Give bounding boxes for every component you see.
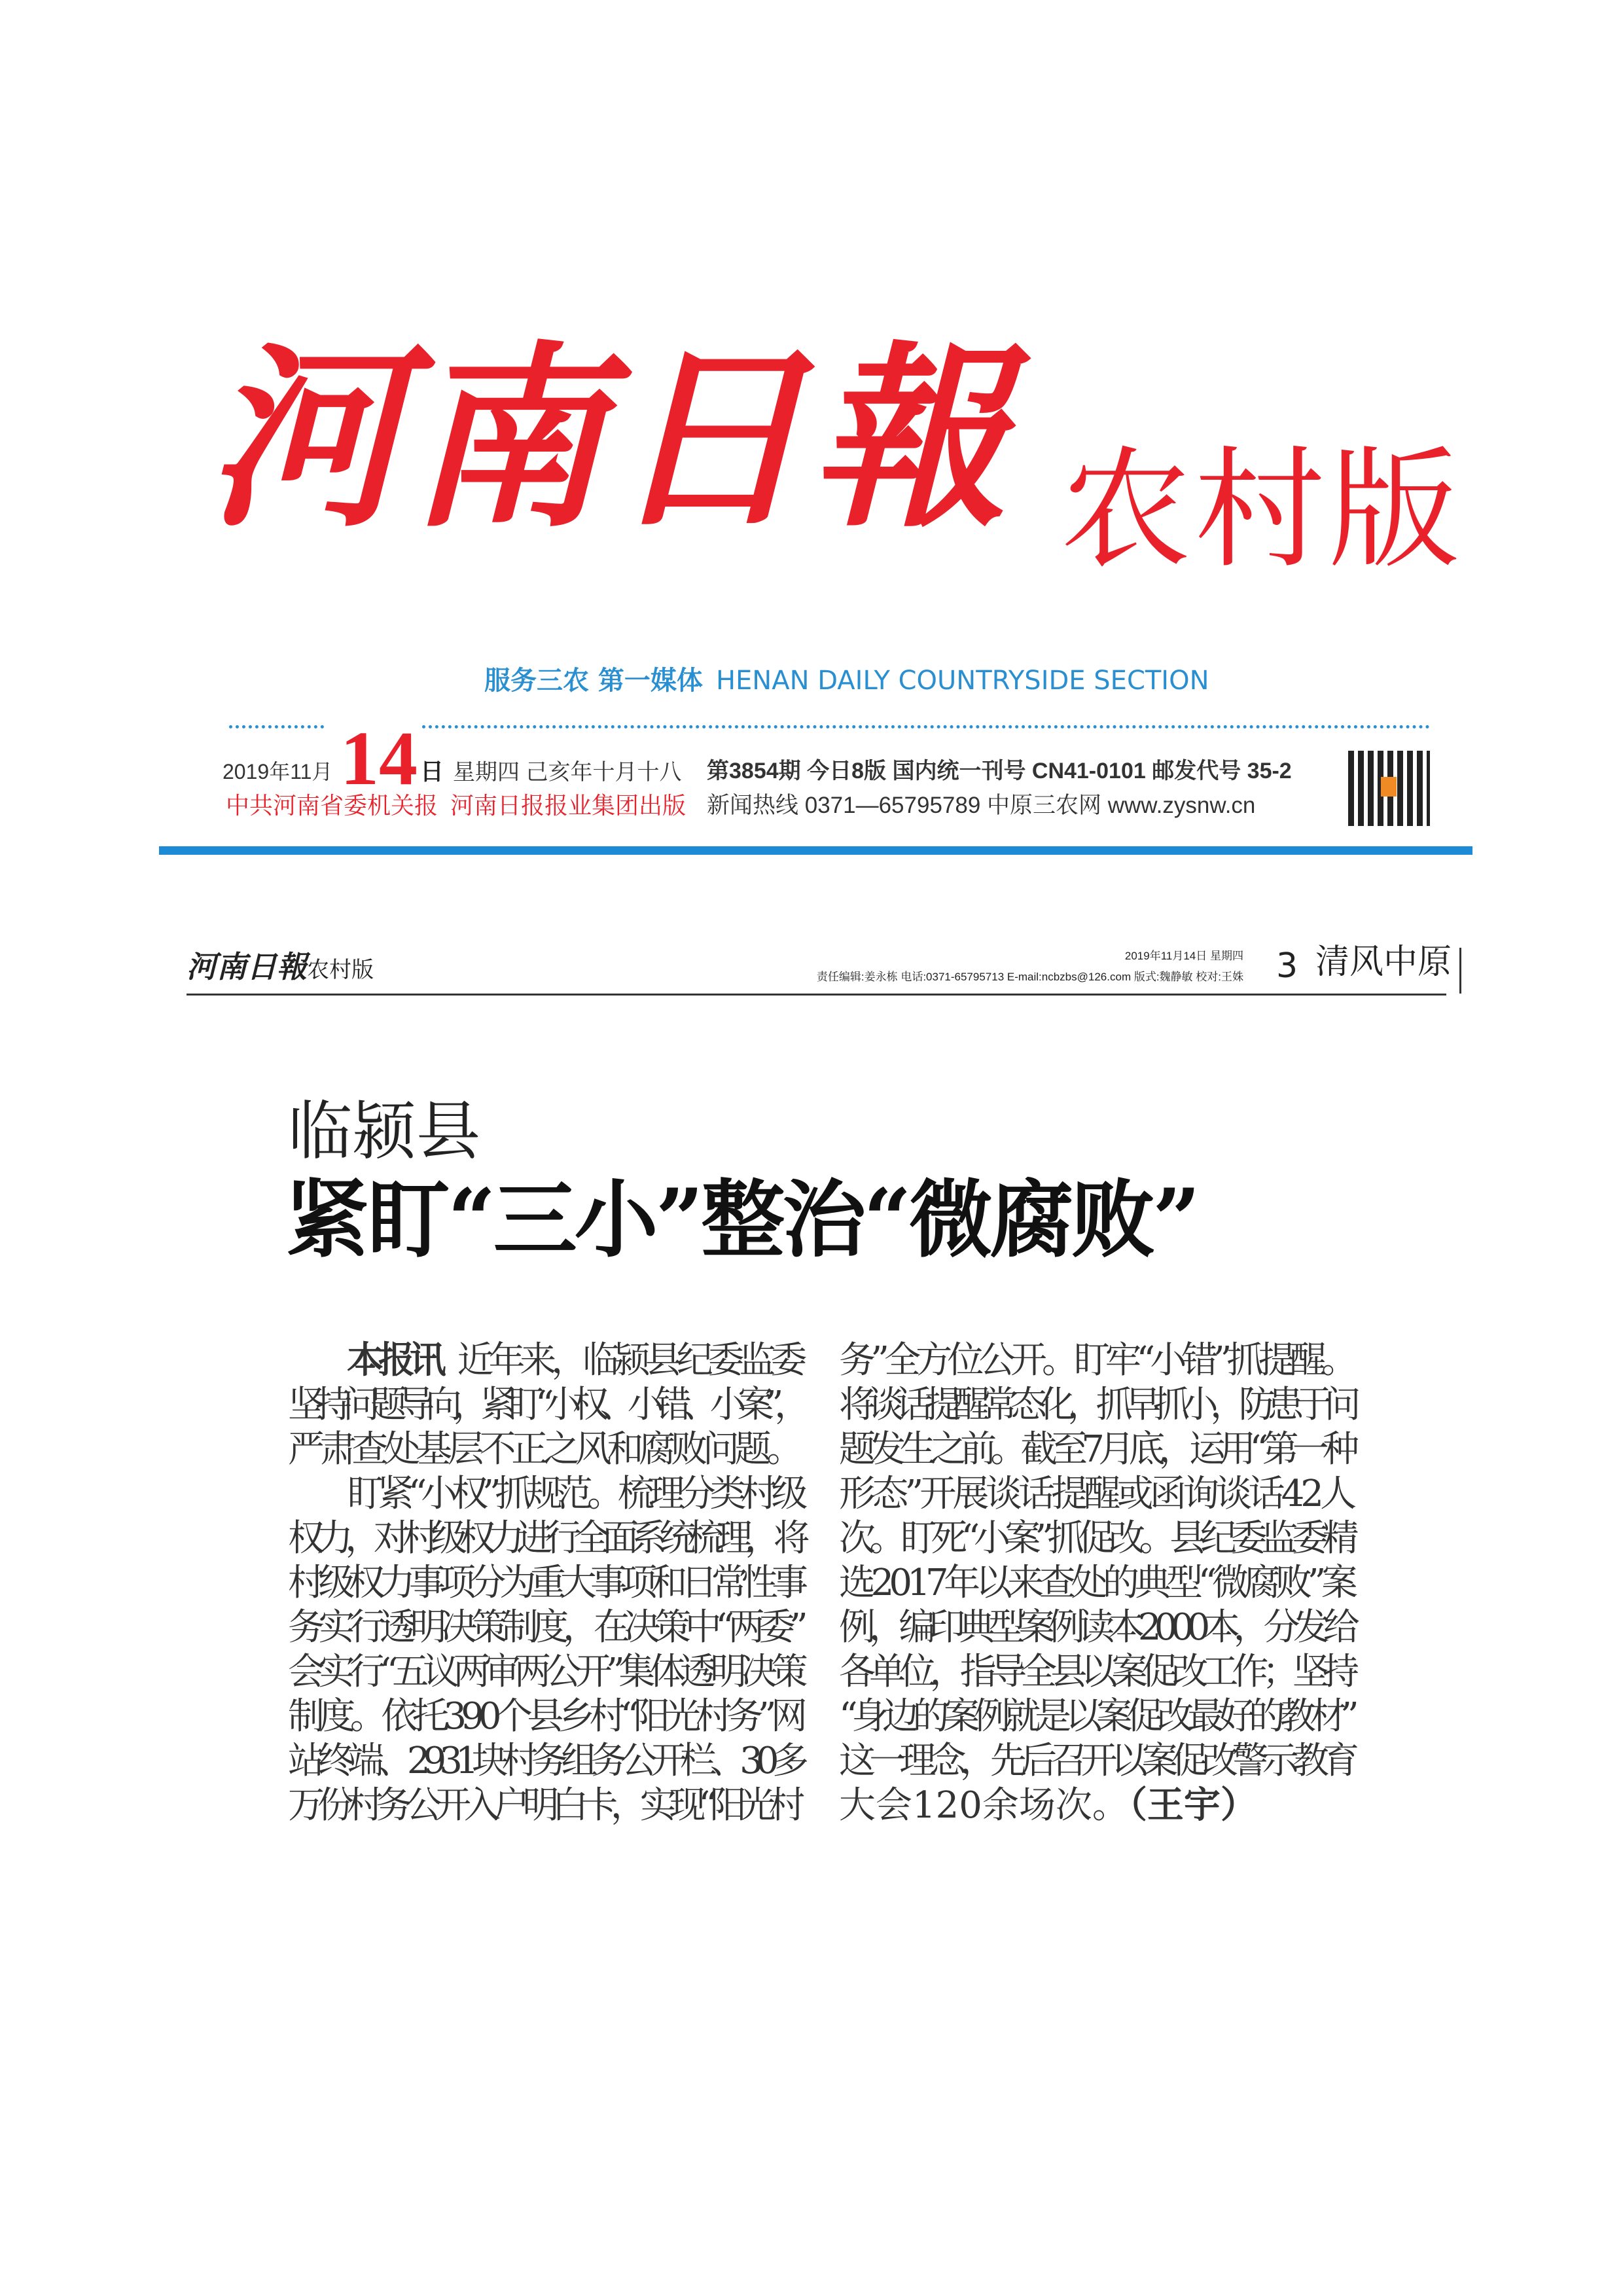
article-line-text: “身边的案例就是以案促改最好的教材”: [839, 1695, 1353, 1738]
article-line: [839, 1605, 1353, 1650]
organ-label: 中共河南省委机关报: [226, 793, 438, 819]
article-column-2: [839, 1338, 1353, 1828]
article-line: [839, 1650, 1353, 1695]
article-line: [288, 1383, 802, 1427]
page-header-logo: [187, 950, 374, 984]
article-line-text: 万份村务公开入户明白卡，实现“阳光村: [288, 1784, 798, 1827]
article-line-text: 这一理念，先后召开以案促改警示教育: [839, 1740, 1353, 1782]
slogan-en: HENAN DAILY COUNTRYSIDE SECTION: [715, 666, 1209, 696]
slogan-cn: 服务三农 第一媒体: [484, 666, 703, 696]
article-line: [839, 1784, 1353, 1828]
article-line: [839, 1383, 1353, 1427]
page-number: 3: [1276, 946, 1298, 986]
article-line: [288, 1650, 802, 1695]
article-headline: 紧盯“三小”整治“微腐败”: [285, 1171, 1198, 1269]
article-line-text: 形态”开展谈话提醒或函询谈话42人: [839, 1473, 1353, 1515]
article-line: [288, 1605, 802, 1650]
article-line-text: 盯紧“小权”抓规范。梳理分类村级: [347, 1473, 802, 1515]
article-line-text: 严肃查处基层不正之风和腐败问题。: [288, 1428, 799, 1471]
article-kicker: 临颍县: [288, 1094, 481, 1169]
day-number: 14: [340, 715, 418, 801]
article-line-text: 例，编印典型案例读本2000本，分发给: [839, 1606, 1353, 1649]
article-line: [839, 1516, 1353, 1561]
article-line: [288, 1784, 802, 1828]
issue-info: 第3854期 今日8版 国内统一刊号 CN41-0101 邮发代号 35-2: [707, 759, 1292, 783]
article-line: [288, 1739, 802, 1784]
article-line-text: 权力，对村级权力进行全面系统梳理，将: [288, 1517, 802, 1560]
article-line-text: 次。盯死“小案”抓促改。县纪委监委精: [839, 1517, 1353, 1560]
article-line: [839, 1561, 1353, 1605]
article-line: [288, 1427, 802, 1472]
page-header-corner: [1459, 948, 1461, 994]
hotline-info: 新闻热线 0371—65795789 中原三农网 www.zysnw.cn: [707, 793, 1256, 818]
article-line-text: 坚持问题导向，紧盯“小权、小错、小案”，: [288, 1384, 802, 1426]
logo-suffix: 农村版: [307, 957, 374, 983]
article-line-text: 题发生之前。截至7月底，运用“第一种: [839, 1428, 1353, 1471]
article-line-text: 选2017年以来查处的典型“微腐败”案: [839, 1562, 1353, 1604]
article-line: [839, 1695, 1353, 1739]
publisher-label: 河南日报报业集团出版: [450, 793, 687, 819]
article-line-text: 制度。依托390个县乡村“阳光村务”网: [288, 1695, 802, 1738]
masthead-logo: 河南日報: [206, 323, 1012, 554]
masthead-divider: [159, 846, 1472, 855]
article-line-text: 大会120余场次。: [839, 1784, 1129, 1827]
article-line: [839, 1427, 1353, 1472]
article-line: [839, 1739, 1353, 1784]
article-line: [839, 1472, 1353, 1516]
article-line-text: 近年来，临颍县纪委监委: [457, 1339, 802, 1382]
page-credits: 责任编辑:姜永栋 电话:0371-65795713 E-mail:ncbzbs@126.com 版式:魏静敏 校对:王姝: [816, 971, 1243, 983]
article-line-text: 务实行透明决策制度，在决策中“两委”: [288, 1606, 802, 1649]
day-suffix: 日: [420, 759, 444, 785]
article-line-text: 会实行“五议两审两公开”集体透明决策: [288, 1651, 802, 1693]
article-line-text: 务”全方位公开。盯牢“小错”抓提醒。: [839, 1339, 1353, 1382]
article-lead: 本报讯: [347, 1339, 441, 1382]
article-line-text: 站终端、2931块村务组务公开栏、30多: [288, 1740, 802, 1782]
page-header-rule: [187, 994, 1446, 996]
article-line: [288, 1516, 802, 1561]
weekday-lunar: 星期四 己亥年十月十八: [453, 760, 682, 785]
dotted-divider: [229, 725, 324, 728]
article-column-1: [288, 1338, 802, 1828]
qr-code-icon: [1348, 751, 1430, 826]
article-line: [288, 1561, 802, 1605]
article-line: [839, 1338, 1353, 1383]
article-line: [288, 1472, 802, 1516]
dotted-divider: [422, 725, 1430, 728]
slogan: [484, 666, 1209, 695]
logo-text: 河南日報: [187, 949, 307, 984]
year-month: 2019年11月: [223, 760, 333, 783]
article-byline: （王宇）: [1128, 1784, 1257, 1827]
edition-title: 农村版: [1060, 434, 1463, 586]
article-line-text: 村级权力事项分为重大事项和日常性事: [288, 1562, 802, 1604]
page-date: 2019年11月14日 星期四: [1124, 950, 1243, 962]
article-line-text: 各单位，指导全县以案促改工作；坚持: [839, 1651, 1353, 1693]
article-line: [288, 1695, 802, 1739]
section-title: 清风中原: [1315, 942, 1452, 982]
article-line-text: 将谈话提醒常态化，抓早抓小，防患于问: [839, 1384, 1353, 1426]
article-line: [288, 1338, 802, 1383]
